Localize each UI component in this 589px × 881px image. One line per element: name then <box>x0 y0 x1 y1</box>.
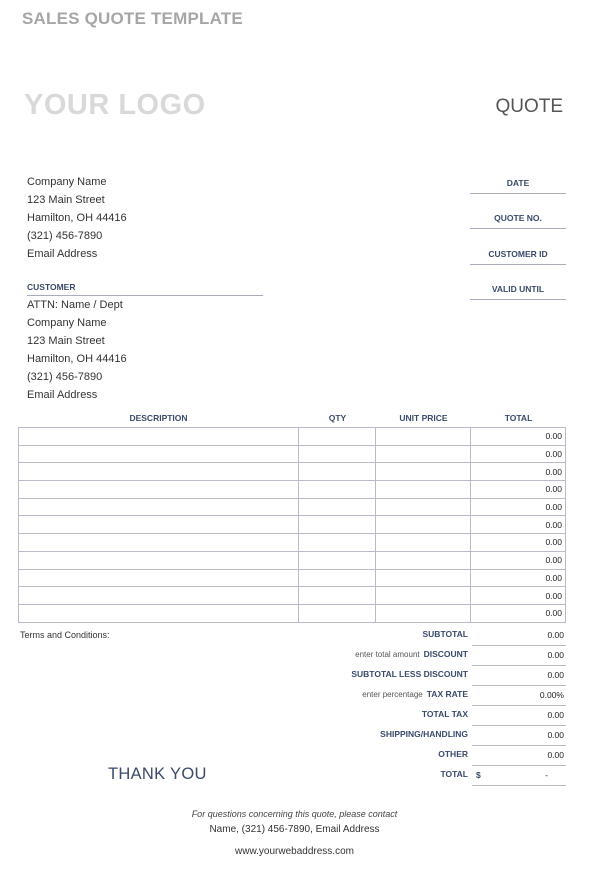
line-items-table <box>18 427 566 623</box>
summary-value: 0.00% <box>539 690 564 700</box>
qty-cell[interactable] <box>299 534 376 552</box>
total-cell[interactable]: 0.00 <box>471 587 566 605</box>
col-header-description: DESCRIPTION <box>129 413 188 423</box>
valid-until-field-label: VALID UNTIL <box>470 284 566 300</box>
summary-row <box>300 746 566 766</box>
customer-attn: ATTN: Name / Dept <box>27 299 123 311</box>
summary-key: SUBTOTAL <box>422 629 468 639</box>
customer-company: Company Name <box>27 317 107 329</box>
summary-value-field[interactable] <box>472 726 566 746</box>
table-row <box>19 481 566 499</box>
thank-you-text: THANK YOU <box>108 765 207 783</box>
summary-key: OTHER <box>438 749 468 759</box>
total-cell[interactable]: 0.00 <box>471 498 566 516</box>
summary-value: 0.00 <box>547 650 564 660</box>
table-row <box>19 445 566 463</box>
unit-price-cell[interactable] <box>376 551 471 569</box>
unit-price-cell[interactable] <box>376 498 471 516</box>
summary-key: DISCOUNT <box>423 649 468 659</box>
footer-note: For questions concerning this quote, please contact <box>191 809 398 819</box>
summary-label <box>362 689 468 699</box>
total-cell[interactable]: 0.00 <box>471 445 566 463</box>
qty-cell[interactable] <box>299 463 376 481</box>
col-header-unit-price: UNIT PRICE <box>399 413 448 423</box>
summary-label <box>440 769 468 779</box>
qty-cell[interactable] <box>299 445 376 463</box>
table-row <box>19 569 566 587</box>
qty-cell[interactable] <box>299 428 376 446</box>
total-cell[interactable]: 0.00 <box>471 569 566 587</box>
table-row <box>19 516 566 534</box>
summary-value-field[interactable] <box>472 666 566 686</box>
table-row <box>19 551 566 569</box>
summary-value: 0.00 <box>547 630 564 640</box>
summary-key: TOTAL <box>440 769 468 779</box>
company-email: Email Address <box>27 248 98 260</box>
unit-price-cell[interactable] <box>376 604 471 622</box>
summary-row <box>300 726 566 746</box>
table-row <box>19 428 566 446</box>
summary-hint: enter total amount <box>355 650 420 659</box>
total-cell[interactable]: 0.00 <box>471 604 566 622</box>
qty-cell[interactable] <box>299 551 376 569</box>
summary-row <box>300 686 566 706</box>
description-cell[interactable] <box>19 516 299 534</box>
qty-cell[interactable] <box>299 498 376 516</box>
company-city: Hamilton, OH 44416 <box>27 212 127 224</box>
table-row <box>19 534 566 552</box>
total-cell[interactable]: 0.00 <box>471 516 566 534</box>
table-row <box>19 604 566 622</box>
summary-key: SUBTOTAL LESS DISCOUNT <box>351 669 468 679</box>
summary-hint: enter percentage <box>362 690 423 699</box>
unit-price-cell[interactable] <box>376 463 471 481</box>
table-row <box>19 463 566 481</box>
total-cell[interactable]: 0.00 <box>471 534 566 552</box>
description-cell[interactable] <box>19 604 299 622</box>
company-info <box>27 173 127 263</box>
customer-street: 123 Main Street <box>27 335 105 347</box>
customer-id-field-label: CUSTOMER ID <box>470 249 566 265</box>
summary-label <box>438 749 468 759</box>
qty-cell[interactable] <box>299 481 376 499</box>
col-header-total: TOTAL <box>504 413 533 423</box>
unit-price-cell[interactable] <box>376 481 471 499</box>
summary-value-field[interactable] <box>472 626 566 646</box>
date-field-label: DATE <box>470 178 566 194</box>
company-street: 123 Main Street <box>27 194 105 206</box>
description-cell[interactable] <box>19 498 299 516</box>
total-cell[interactable]: 0.00 <box>471 481 566 499</box>
company-name: Company Name <box>27 176 107 188</box>
description-cell[interactable] <box>19 551 299 569</box>
total-cell[interactable]: 0.00 <box>471 428 566 446</box>
col-header-qty: QTY <box>328 413 347 423</box>
summary-row <box>300 646 566 666</box>
summary-row <box>300 626 566 646</box>
description-cell[interactable] <box>19 569 299 587</box>
summary-label <box>422 709 468 719</box>
customer-email: Email Address <box>27 389 98 401</box>
summary-value-field[interactable] <box>472 686 566 706</box>
qty-cell[interactable] <box>299 516 376 534</box>
unit-price-cell[interactable] <box>376 428 471 446</box>
total-cell[interactable]: 0.00 <box>471 463 566 481</box>
description-cell[interactable] <box>19 428 299 446</box>
summary-row <box>300 666 566 686</box>
unit-price-cell[interactable] <box>376 516 471 534</box>
summary-label <box>423 629 469 639</box>
summary-label <box>380 729 468 739</box>
customer-heading: CUSTOMER <box>27 282 263 296</box>
document-type-label: QUOTE <box>495 96 563 117</box>
unit-price-cell[interactable] <box>376 445 471 463</box>
summary-value: 0.00 <box>547 710 564 720</box>
summary-key: TAX RATE <box>426 689 468 699</box>
description-cell[interactable] <box>19 587 299 605</box>
summary-row <box>300 766 566 786</box>
description-cell[interactable] <box>19 463 299 481</box>
total-cell[interactable]: 0.00 <box>471 551 566 569</box>
summary-label <box>351 669 468 679</box>
summary-row <box>300 706 566 726</box>
summary-value-field[interactable] <box>472 766 566 786</box>
unit-price-cell[interactable] <box>376 534 471 552</box>
customer-city: Hamilton, OH 44416 <box>27 353 127 365</box>
summary-key: TOTAL TAX <box>421 709 468 719</box>
logo-placeholder: YOUR LOGO <box>24 89 206 121</box>
unit-price-cell[interactable] <box>376 569 471 587</box>
description-cell[interactable] <box>19 534 299 552</box>
table-row <box>19 498 566 516</box>
summary-label <box>355 649 468 659</box>
summary-value: - <box>545 770 548 780</box>
footer-contact: Name, (321) 456-7890, Email Address <box>209 824 380 835</box>
summary-value-field[interactable] <box>472 746 566 766</box>
summary-key: SHIPPING/HANDLING <box>380 729 468 739</box>
summary-value: 0.00 <box>547 670 564 680</box>
summary-value: 0.00 <box>547 730 564 740</box>
description-cell[interactable] <box>19 481 299 499</box>
company-phone: (321) 456-7890 <box>27 230 103 242</box>
customer-phone: (321) 456-7890 <box>27 371 103 383</box>
unit-price-cell[interactable] <box>376 587 471 605</box>
summary-value-field[interactable] <box>472 706 566 726</box>
footer-website[interactable]: www.yourwebaddress.com <box>235 846 354 857</box>
terms-label: Terms and Conditions: <box>20 630 110 640</box>
qty-cell[interactable] <box>299 604 376 622</box>
qty-cell[interactable] <box>299 569 376 587</box>
summary-value-field[interactable] <box>472 646 566 666</box>
customer-info <box>27 296 127 404</box>
page-title: SALES QUOTE TEMPLATE <box>22 9 243 28</box>
quote-no-field-label: QUOTE NO. <box>470 213 566 229</box>
currency-symbol: $ <box>476 770 481 780</box>
qty-cell[interactable] <box>299 587 376 605</box>
table-row <box>19 587 566 605</box>
description-cell[interactable] <box>19 445 299 463</box>
summary-value: 0.00 <box>547 750 564 760</box>
